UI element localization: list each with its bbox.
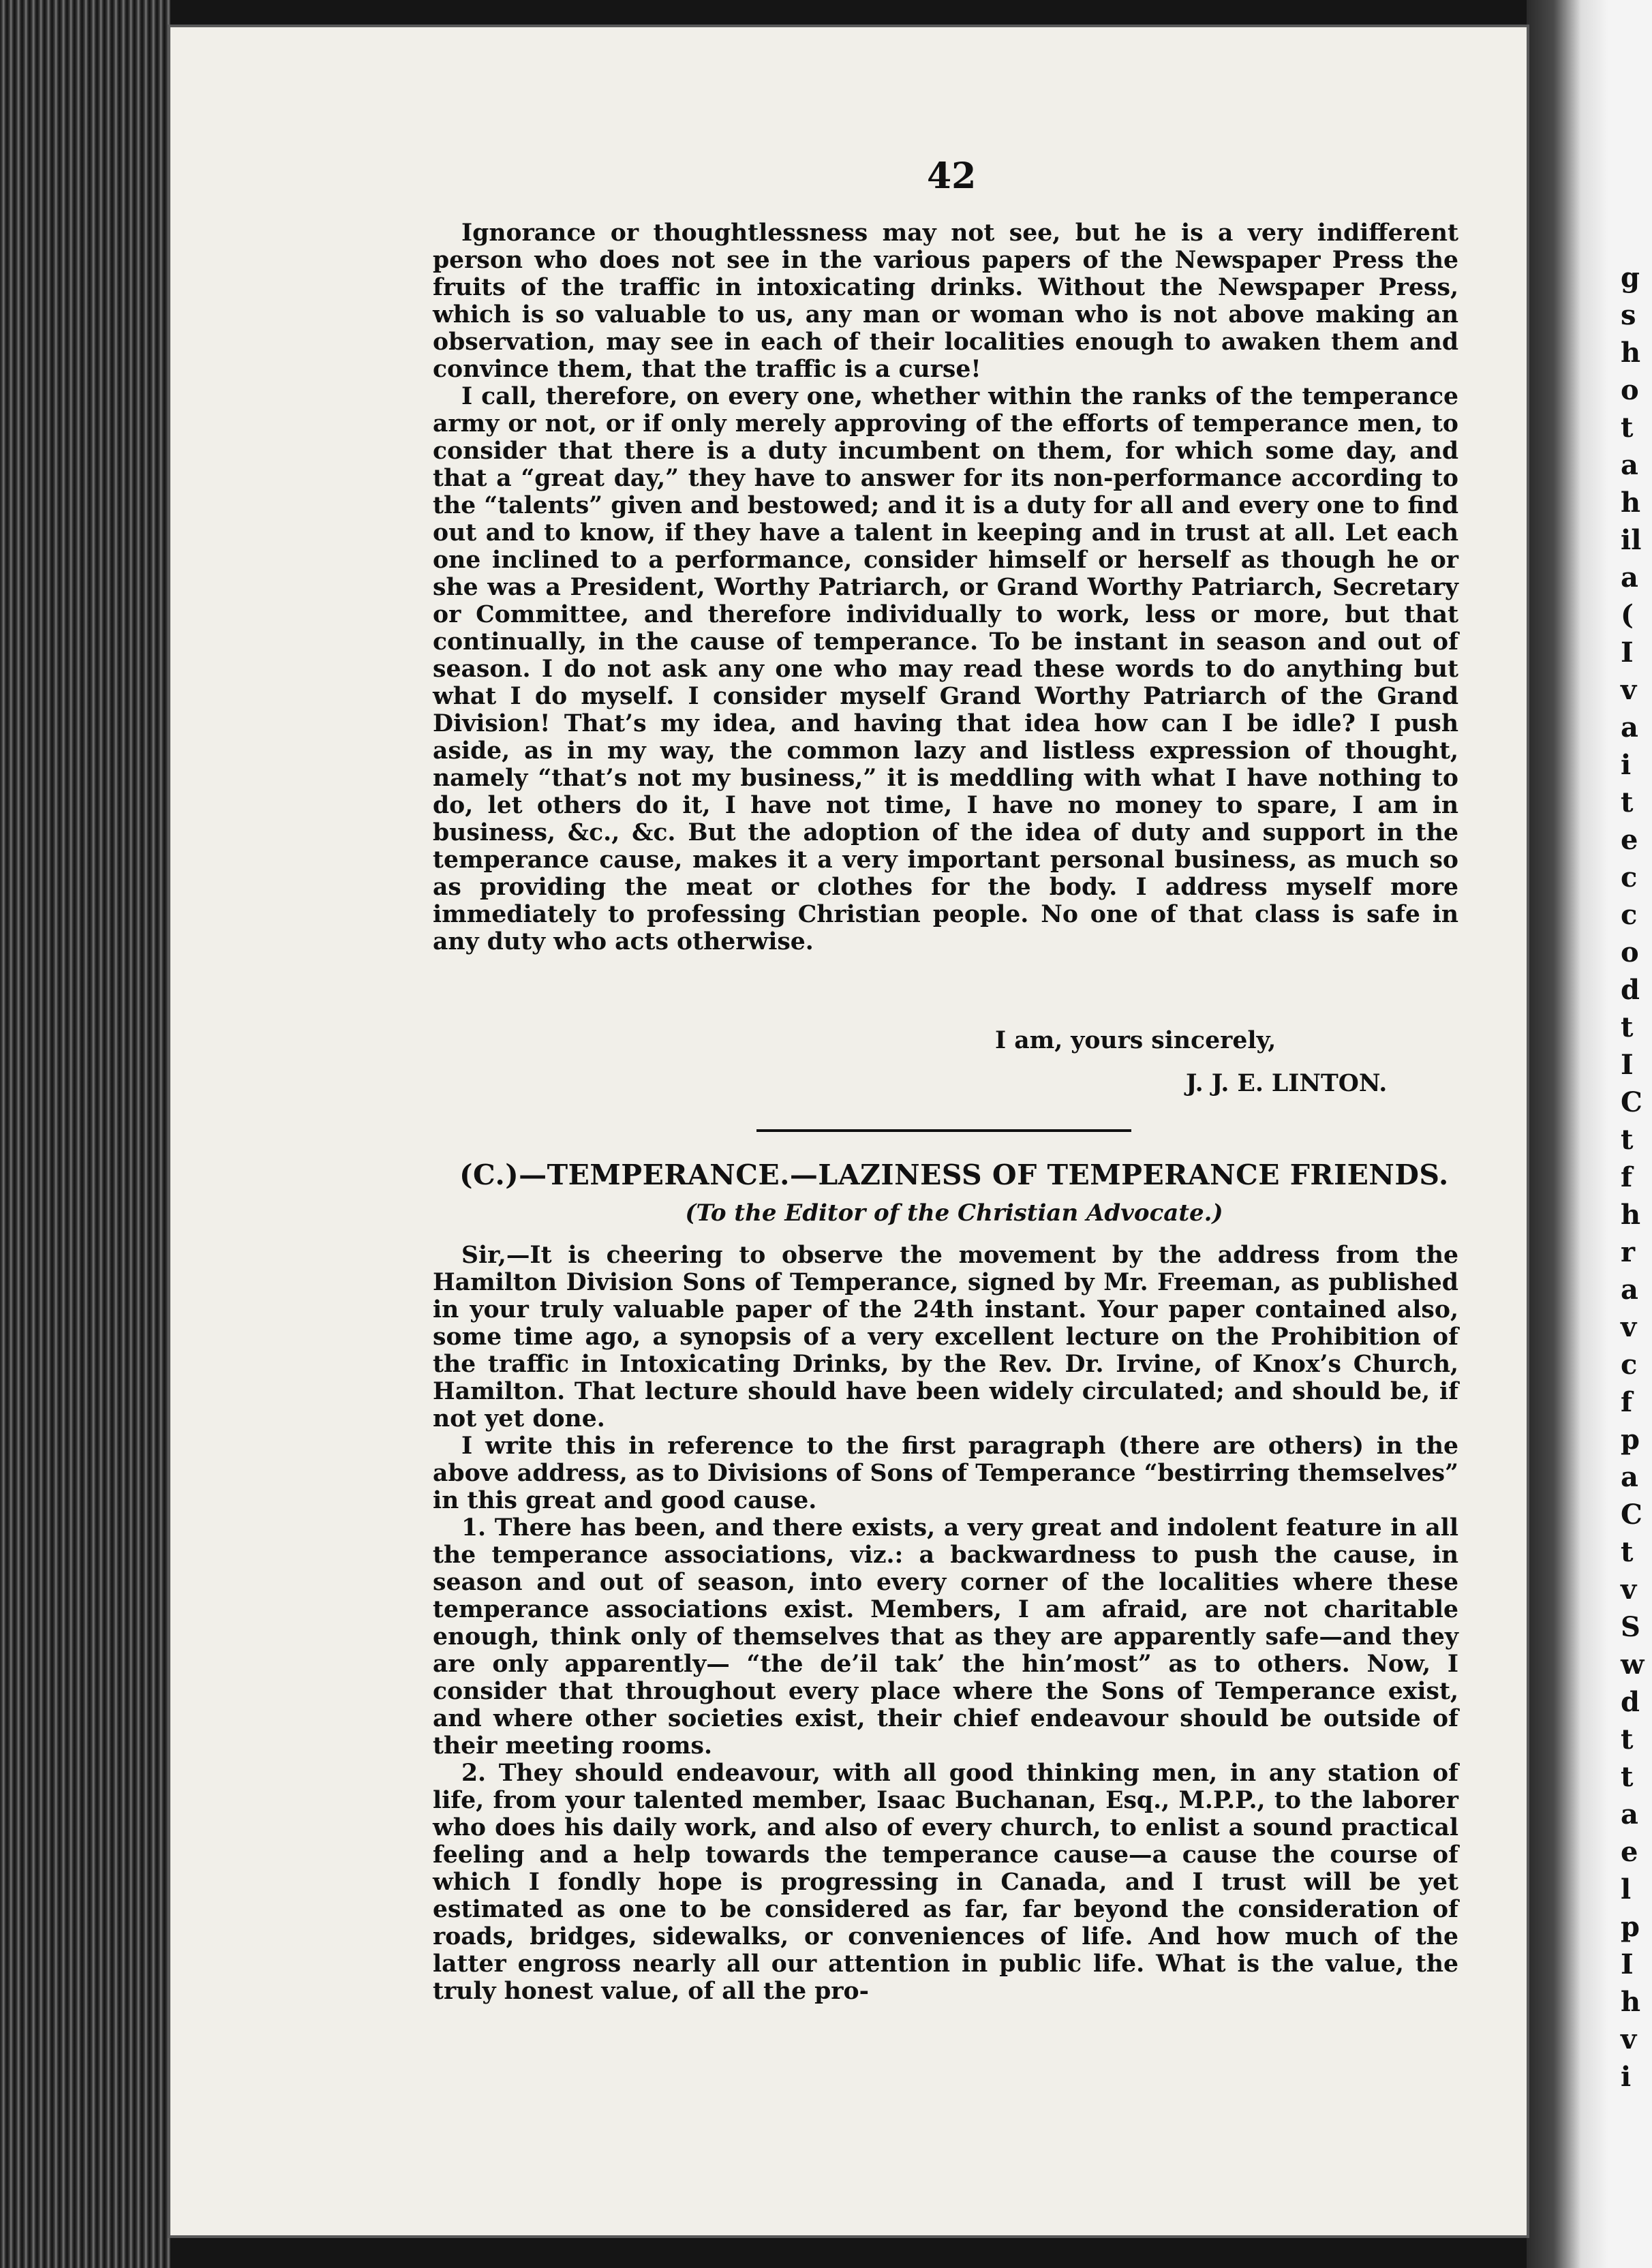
adjacent-page-fragment: h xyxy=(1621,1199,1641,1231)
adjacent-page-fragment: I xyxy=(1621,1049,1634,1081)
adjacent-page-fragment: I xyxy=(1621,637,1634,669)
letter-closing: I am, yours sincerely, xyxy=(995,1027,1276,1054)
adjacent-page-fragment: l xyxy=(1621,1873,1632,1905)
adjacent-page-fragment: h xyxy=(1621,337,1641,369)
adjacent-page-fragment: o xyxy=(1621,374,1639,406)
adjacent-page-fragment: C xyxy=(1621,1086,1642,1118)
page-number: 42 xyxy=(927,155,977,197)
section-paragraph-3: 1. There has been, and there exists, a very great and indolent feature in all the temperance associations, viz.: a backwardness to push the cause, in season and out of season, into every corner of the localities where these temperance associations exist. Members, I am afraid, are not charitable enough, think only of themselves that as they are apparently safe—and they are only apparently— “the de’il tak’ the hin’most” as to others. Now, I consider that throughout every place where the Sons of Temperance exist, and where other societies exist, their chief endeavour should be outside of their meeting rooms. xyxy=(433,1514,1458,1760)
letter-signature: J. J. E. LINTON. xyxy=(1186,1070,1388,1097)
adjacent-page-fragment: c xyxy=(1621,899,1638,931)
adjacent-page-fragment: t xyxy=(1621,1011,1634,1043)
adjacent-page-fragment: I xyxy=(1621,1948,1634,1980)
adjacent-page-fragment: t xyxy=(1621,1761,1634,1793)
book-page-edges xyxy=(0,0,170,2268)
adjacent-page-fragment: c xyxy=(1621,1349,1638,1381)
adjacent-page-fragment: e xyxy=(1621,824,1638,856)
adjacent-page-fragment: t xyxy=(1621,1723,1634,1756)
adjacent-page-fragment: e xyxy=(1621,1836,1638,1868)
section-paragraph-2: I write this in reference to the first paragraph (there are others) in the above address, as to Divisions of Sons of Temperance “bestirring themselves” in this great and good cause. xyxy=(433,1432,1458,1514)
adjacent-page-fragment: a xyxy=(1621,449,1638,481)
adjacent-page-fragment: t xyxy=(1621,1536,1634,1568)
adjacent-page-fragment: v xyxy=(1621,1574,1637,1606)
section-paragraph-1: Sir,—It is cheering to observe the movement by the address from the Hamilton Division Sons of Temperance, signed by Mr. Freeman, as published in your truly valuable paper of the 24th instant. Your paper contained also, some time ago, a synopsis of a very excellent lecture on the Prohibition of the traffic in Intoxicating Drinks, by the Rev. Dr. Irvine, of Knox’s Church, Hamilton. That lecture should have been widely circulated; and should be, if not yet done. xyxy=(433,1242,1458,1432)
adjacent-page-fragment: o xyxy=(1621,936,1639,968)
adjacent-page-fragment: v xyxy=(1621,1311,1637,1343)
adjacent-page-fragment: ( xyxy=(1621,599,1634,631)
adjacent-page-fragment: C xyxy=(1621,1499,1642,1531)
adjacent-page-fragment: i xyxy=(1621,2061,1632,2093)
letter-body xyxy=(433,219,1458,955)
adjacent-page-fragment: t xyxy=(1621,1124,1634,1156)
adjacent-page-fragment: p xyxy=(1621,1911,1640,1943)
adjacent-page-fragment: f xyxy=(1621,1386,1633,1418)
adjacent-page-fragment: s xyxy=(1621,299,1636,331)
section-divider xyxy=(756,1129,1131,1132)
section-paragraph-4: 2. They should endeavour, with all good thinking men, in any station of life, from your talented member, Isaac Buchanan, Esq., M.P.P., to the laborer who does his daily work, and also of every church, to enlist a sound practical feeling and a help towards the temperance cause—a cause the course of which I fondly hope is progressing in Canada, and I trust will be yet estimated as one to be considered as far, far beyond the consideration of roads, bridges, sidewalks, or conveniences of life. And how much of the latter engross nearly all our attention in public life. What is the value, the truly honest value, of all the pro- xyxy=(433,1760,1458,2005)
adjacent-page-fragment: t xyxy=(1621,786,1634,818)
adjacent-page-fragment: g xyxy=(1621,262,1640,294)
adjacent-page-fragment: i xyxy=(1621,749,1632,781)
adjacent-page-fragment: v xyxy=(1621,674,1637,706)
adjacent-page-fragment: a xyxy=(1621,1461,1638,1493)
adjacent-page-fragment: h xyxy=(1621,487,1641,519)
section-body xyxy=(433,1242,1458,2005)
adjacent-page-fragment: a xyxy=(1621,1798,1638,1830)
adjacent-page-fragment: f xyxy=(1621,1161,1633,1193)
section-subheading: (To the Editor of the Christian Advocate.) xyxy=(685,1199,1223,1227)
adjacent-page-fragment: w xyxy=(1621,1649,1645,1681)
adjacent-page-fragment: d xyxy=(1621,974,1640,1006)
adjacent-page-fragment: S xyxy=(1621,1611,1640,1643)
adjacent-page-fragment: il xyxy=(1621,524,1642,556)
adjacent-page-fragment: p xyxy=(1621,1424,1640,1456)
adjacent-page-fragment: v xyxy=(1621,2023,1637,2055)
adjacent-page-fragment: c xyxy=(1621,861,1638,893)
adjacent-page-fragment: a xyxy=(1621,562,1638,594)
section-heading: (C.)—TEMPERANCE.—LAZINESS OF TEMPERANCE FRIENDS. xyxy=(459,1159,1449,1191)
adjacent-page-text xyxy=(1621,259,1652,2096)
adjacent-page-fragment: d xyxy=(1621,1686,1640,1718)
adjacent-page-fragment: a xyxy=(1621,1274,1638,1306)
adjacent-page-fragment: r xyxy=(1621,1236,1636,1268)
adjacent-page-fragment: t xyxy=(1621,412,1634,444)
letter-paragraph-1: Ignorance or thoughtlessness may not see, but he is a very indifferent person who does not see in the various papers of the Newspaper Press the fruits of the traffic in intoxicating drinks. Without the Newspaper Press, which is so valuable to us, any man or woman who is not above making an observation, may see in each of their localities enough to awaken them and convince them, that the traffic is a curse! xyxy=(433,219,1458,383)
letter-paragraph-2: I call, therefore, on every one, whether within the ranks of the temperance army or not, or if only merely approving of the efforts of temperance men, to consider that there is a duty incumbent on them, for which some day, and that a “great day,” they have to answer for its non-performance according to the “talents” given and bestowed; and it is a duty for all and every one to find out and to know, if they have a talent in keeping and in trust at all. Let each one inclined to a performance, consider himself or herself as though he or she was a President, Worthy Patriarch, or Grand Worthy Patriarch, Secretary or Committee, and therefore individually to work, less or more, but that continually, in the cause of temperance. To be instant in season and out of season. I do not ask any one who may read these words to do anything but what I do myself. I consider myself Grand Worthy Patriarch of the Grand Division! That’s my idea, and having that idea how can I be idle? I push aside, as in my way, the common lazy and listless expression of thought, namely “that’s not my business,” it is meddling with what I have nothing to do, let others do it, I have not time, I have no money to spare, I am in business, &c., &c. But the adoption of the idea of duty and support in the temperance cause, makes it a very important personal business, as much so as providing the meat or clothes for the body. I address myself more immediately to professing Christian people. No one of that class is safe in any duty who acts otherwise. xyxy=(433,383,1458,955)
adjacent-page-fragment: a xyxy=(1621,711,1638,744)
adjacent-page-fragment: h xyxy=(1621,1986,1641,2018)
